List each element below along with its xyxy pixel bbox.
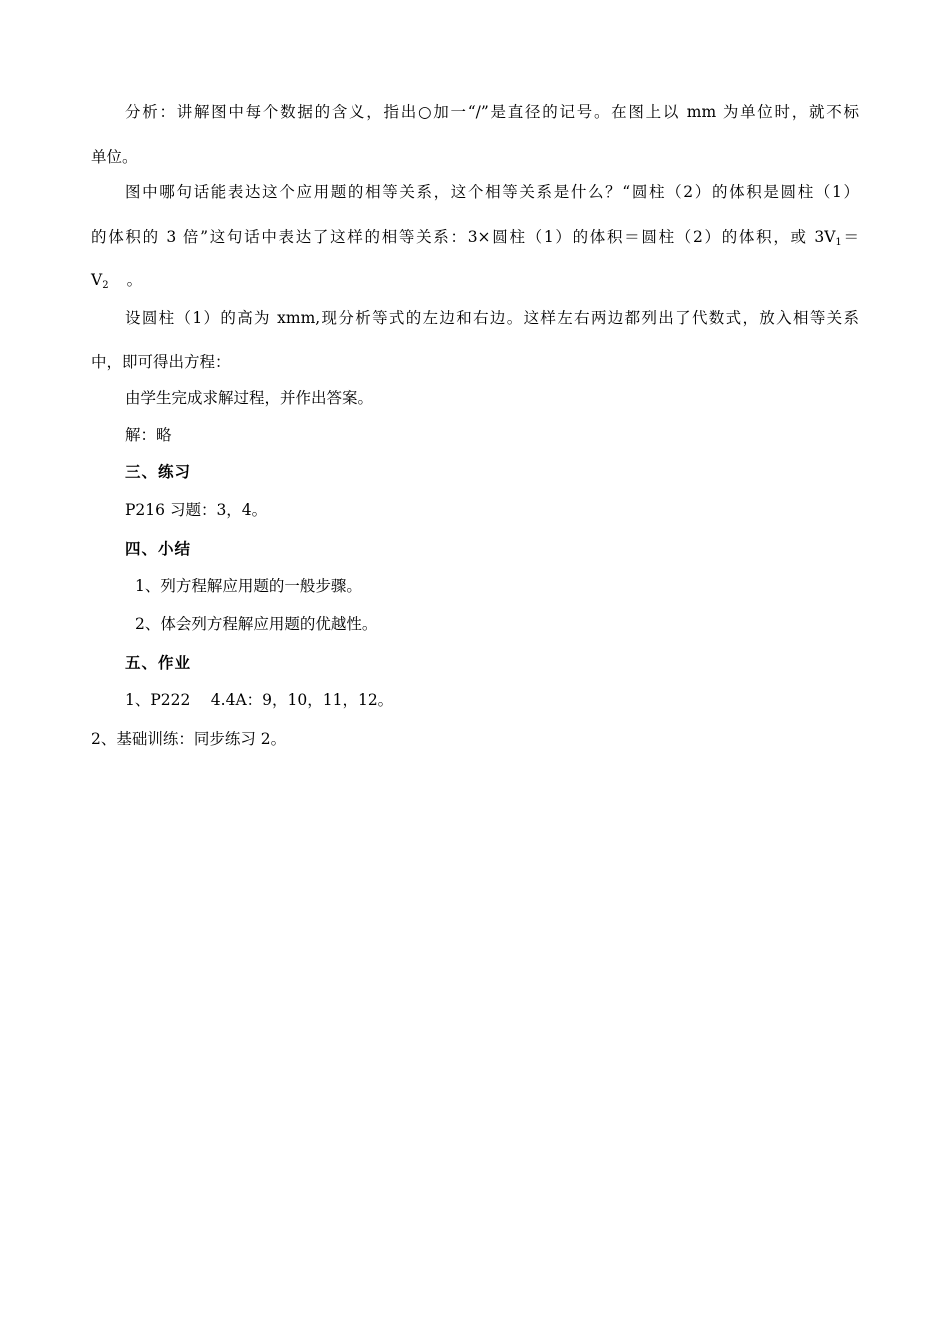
practice-item: P216 习题：3，4。 xyxy=(125,501,268,519)
subscript-1: 1 xyxy=(835,237,842,248)
relation-line-2-tail: ＝ xyxy=(841,228,859,246)
analysis-paragraph-line-2: 单位。 xyxy=(91,148,138,166)
subscript-2: 2 xyxy=(102,280,109,291)
relation-paragraph-line-3 xyxy=(91,270,142,290)
section-heading-homework: 五、作业 xyxy=(125,654,192,672)
summary-item-2: 2、体会列方程解应用题的优越性。 xyxy=(135,615,378,633)
solve-instruction: 由学生完成求解过程，并作出答案。 xyxy=(125,389,374,407)
section-heading-summary: 四、小结 xyxy=(125,540,192,558)
relation-paragraph-line-1: 图中哪句话能表达这个应用题的相等关系，这个相等关系是什么？“圆柱（2）的体积是圆柱（1） xyxy=(125,183,859,201)
section-heading-practice: 三、练习 xyxy=(125,463,192,481)
relation-paragraph-line-2 xyxy=(91,227,859,247)
homework-item-2: 2、基础训练：同步练习 2。 xyxy=(91,730,287,748)
equation-paragraph-line-1: 设圆柱（1）的高为 xmm,现分析等式的左边和右边。这样左右两边都列出了代数式，放入相等关系 xyxy=(125,309,859,327)
relation-line-3-text: V xyxy=(91,271,103,289)
equation-paragraph-line-2: 中，即可得出方程： xyxy=(91,353,231,371)
homework-item-1: 1、P222 4.4A：9，10，11，12。 xyxy=(125,691,394,709)
solution-text: 解：略 xyxy=(125,426,172,444)
summary-item-1: 1、列方程解应用题的一般步骤。 xyxy=(135,577,362,595)
analysis-paragraph-line-1: 分析：讲解图中每个数据的含义，指出○加一“/”是直径的记号。在图上以 mm 为单位时，就不标 xyxy=(125,103,859,121)
relation-line-2-text: 的体积的 3 倍”这句话中表达了这样的相等关系：3×圆柱（1）的体积＝圆柱（2）的体积，或 3V xyxy=(91,228,836,246)
relation-line-3-tail: 。 xyxy=(126,271,143,289)
